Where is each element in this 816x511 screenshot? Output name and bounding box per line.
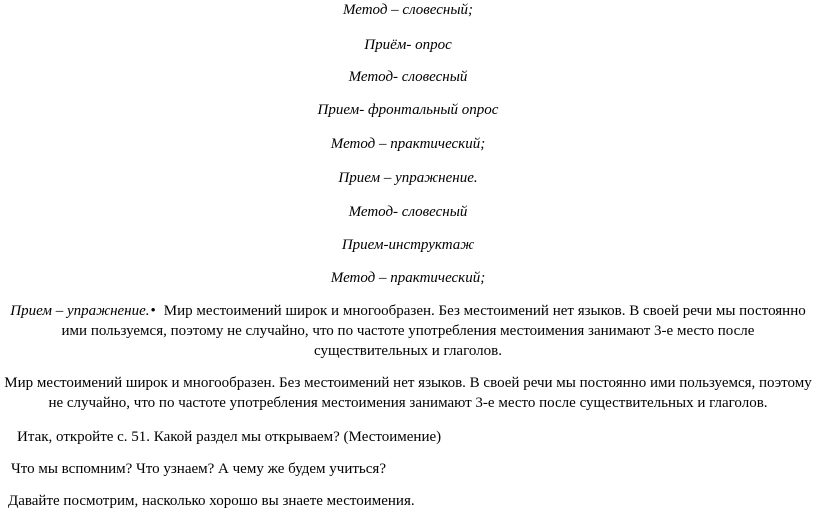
- method-verbal-3: Метод- словесный: [348, 204, 468, 220]
- technique-instruction: Прием-инструктаж: [341, 237, 475, 253]
- line-open-book: Итак, откройте с. 51. Какой раздел мы открываем? (Местоимение): [17, 429, 442, 445]
- method-practical-1: Метод – практический;: [330, 136, 486, 152]
- paragraph-pronouns-intro: [4, 301, 812, 361]
- line-remember: Что мы вспомним? Что узнаем? А чему же будем учиться?: [11, 461, 386, 477]
- technique-exercise-2: Прием – упражнение.: [10, 303, 150, 319]
- paragraph-pronouns-text: Мир местоимений широк и многообразен. Без местоимений нет языков. В своей речи мы постоянно ими пользуемся, поэтому не случайно, что по частоте употребления местоимения занимают 3-е место после существительных и глаголов.: [61, 303, 806, 359]
- technique-survey: Приём- опрос: [364, 37, 452, 53]
- method-practical-2: Метод – практический;: [330, 270, 486, 286]
- method-verbal-1: Метод – словесный;: [342, 2, 474, 18]
- method-verbal-2: Метод- словесный: [348, 69, 468, 85]
- line-check-knowledge: Давайте посмотрим, насколько хорошо вы знаете местоимения.: [8, 493, 415, 509]
- technique-frontal-survey: Прием- фронтальный опрос: [317, 102, 499, 118]
- technique-exercise-1: Прием – упражнение.: [338, 170, 478, 186]
- bullet-icon: •: [150, 303, 156, 319]
- paragraph-pronouns-repeat: Мир местоимений широк и многообразен. Без местоимений нет языков. В своей речи мы постоянно ими пользуемся, поэтому не случайно, что по частоте употребления местоимения занимают 3-е место после существительных и глаголов.: [4, 375, 812, 411]
